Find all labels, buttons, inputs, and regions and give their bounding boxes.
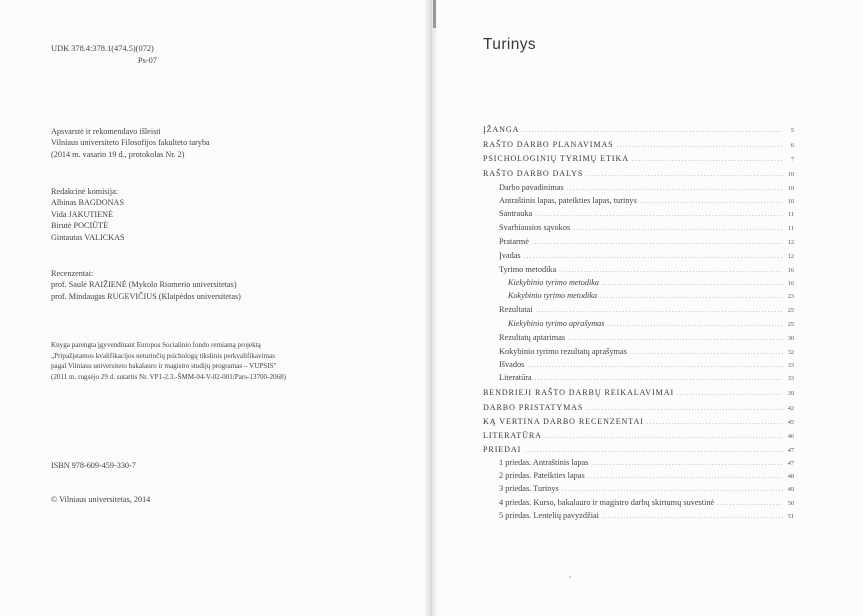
approval-line: (2014 m. vasario 19 d., protokolas Nr. 2)	[51, 149, 185, 159]
toc-dot-leader	[600, 294, 783, 300]
toc-page-number: 49	[787, 486, 794, 493]
toc-entry	[483, 209, 794, 221]
toc-entry-label: 2 priedas. Pateikties lapas	[499, 471, 585, 480]
toc-page-number: 5	[790, 127, 794, 134]
toc-dot-leader	[562, 487, 783, 493]
copyright: © Vilniaus universitetas, 2014	[51, 495, 151, 504]
project-line: „Pripažįstamos kvalifikacijos neturinčių psichologų tikslinis perkvalifikavimas	[51, 351, 276, 360]
toc-page-number: 7	[790, 156, 794, 163]
toc-entry	[483, 291, 794, 303]
toc-dot-leader	[630, 350, 783, 356]
book-gutter	[425, 0, 437, 616]
toc-entry-label: PSICHOLOGINIŲ TYRIMŲ ETIKA	[483, 154, 629, 163]
toc-page-number: 32	[787, 349, 794, 356]
paper-speck	[569, 576, 571, 578]
toc-page-number: 33	[787, 362, 794, 369]
approval-note	[51, 126, 210, 160]
reviewers	[51, 268, 241, 302]
toc-dot-leader	[607, 322, 783, 328]
toc-page-number: 51	[787, 513, 794, 520]
toc-dot-leader	[602, 281, 783, 287]
toc-page-number: 50	[787, 500, 794, 507]
toc-dot-leader	[602, 514, 783, 520]
committee-member: Birutė POCIŪTĖ	[51, 221, 109, 231]
toc-page-number: 39	[787, 390, 794, 397]
toc-page-number: 10	[787, 198, 794, 205]
toc-page-number: 11	[787, 225, 794, 232]
toc-entry	[483, 431, 794, 443]
toc-page-number: 10	[787, 185, 794, 192]
toc-dot-leader	[536, 308, 783, 314]
toc-entry	[483, 251, 794, 263]
toc-entry-label: Rezultatų aptarimas	[499, 333, 566, 342]
toc-page-number: 6	[790, 142, 794, 149]
toc-entry-label: 4 priedas. Kurso, bakalauro ir magistro darbų skirtumų suvestinė	[499, 498, 715, 507]
toc-entry-label: Įvadas	[499, 251, 521, 260]
toc-entry	[483, 511, 794, 523]
udk-line-1: UDK 378.4:378.1(474.5)(072)	[51, 44, 154, 53]
editorial-committee	[51, 186, 125, 243]
toc-dot-leader	[586, 172, 783, 178]
toc-dot-leader	[559, 268, 783, 274]
toc-entry-label: Kokybinio tyrimo rezultatų aprašymas	[499, 347, 627, 356]
toc-entry-label: Literatūra	[499, 373, 532, 382]
toc-entry	[483, 265, 794, 277]
toc-entry-label: Svarbiausios sąvokos	[499, 223, 571, 232]
toc-entry	[483, 319, 794, 331]
toc-page-number: 33	[787, 375, 794, 382]
toc-page-number: 45	[787, 419, 794, 426]
toc-page-number: 16	[787, 267, 794, 274]
toc-entry	[483, 183, 794, 195]
toc-entry-label: Kokybinio tyrimo metodika	[508, 291, 598, 300]
committee-heading: Redakcinė komisija:	[51, 187, 119, 196]
toc-dot-leader	[567, 186, 783, 192]
toc-entry-label: DARBO PRISTATYMAS	[483, 403, 584, 412]
toc-page-number: 47	[787, 447, 794, 454]
toc-entry-label: PRIEDAI	[483, 445, 522, 454]
toc-dot-leader	[588, 474, 783, 480]
toc-page-number: 30	[787, 335, 794, 342]
toc-entry	[483, 169, 794, 181]
toc-entry-label: Rezultatai	[499, 305, 533, 314]
toc-entry-label: Išvados	[499, 360, 525, 369]
toc-dot-leader	[586, 406, 783, 412]
toc-entry-label: Darbo pavadinimas	[499, 183, 564, 192]
toc-dot-leader	[647, 420, 783, 426]
project-line: pagal Vilniaus universiteto bakalauro ir magistro studijų programas – VUPSIS"	[51, 362, 277, 371]
toc-entry-label: ĮŽANGA	[483, 125, 520, 134]
toc-dot-leader	[535, 376, 783, 382]
toc-page-number: 10	[787, 171, 794, 178]
left-page	[0, 0, 430, 616]
toc-dot-leader	[617, 143, 783, 149]
project-line: Knyga parengta įgyvendinant Europos Socialinio fondo remiamą projektą	[51, 341, 261, 349]
toc-page-number: 12	[787, 239, 794, 246]
toc-dot-leader	[545, 434, 783, 440]
toc-entry-label: Tyrimo metodika	[499, 265, 557, 274]
toc-page-number: 23	[787, 293, 794, 300]
toc-entry-label: LITERATŪRA	[483, 431, 542, 440]
toc-page-number: 25	[787, 321, 794, 328]
approval-line: Vilniaus universiteto Filosofijos fakulteto taryba	[51, 138, 210, 148]
toc-entry-label: BENDRIEJI RAŠTO DARBŲ REIKALAVIMAI	[483, 388, 675, 397]
toc-dot-leader	[524, 254, 783, 260]
project-line: (2011 m. rugsėjo 29 d. sutartis Nr. VP1-2.3.-ŠMM-04-V-02-001/Pars-13700-2068)	[51, 373, 287, 382]
toc-entry	[483, 458, 794, 470]
toc-dot-leader	[522, 128, 783, 134]
toc-dot-leader	[532, 240, 783, 246]
toc-dot-leader	[632, 157, 783, 163]
toc-entry	[483, 403, 794, 415]
toc-entry	[483, 471, 794, 483]
toc-entry	[483, 333, 794, 345]
committee-member: Albinas BAGDONAS	[51, 198, 125, 208]
reviewer: prof. Saulė RAIŽIENĖ (Mykolo Riomerio universitetas)	[51, 280, 237, 290]
page-marker	[433, 0, 436, 28]
toc-entry-label: 3 priedas. Turinys	[499, 484, 559, 493]
isbn: ISBN 978-609-459-330-7	[51, 461, 136, 470]
toc-dot-leader	[527, 363, 783, 369]
reviewer: prof. Mindaugas RUGEVIČIUS (Klaipėdos universitetas)	[51, 291, 241, 301]
toc-entry	[483, 347, 794, 359]
toc-entry	[483, 196, 794, 208]
udk-code	[51, 43, 157, 66]
reviewers-heading: Recenzentai:	[51, 269, 94, 278]
toc-entry-label: Kiekybinio tyrimo metodika	[508, 278, 599, 287]
toc-entry	[483, 498, 794, 510]
toc-entry-label: KĄ VERTINA DARBO RECENZENTAI	[483, 417, 644, 426]
toc-entry	[483, 417, 794, 429]
toc-entry	[483, 140, 794, 152]
toc-title: Turinys	[483, 36, 537, 53]
toc-page-number: 46	[787, 433, 794, 440]
toc-page-number: 25	[787, 307, 794, 314]
toc-entry-label: Kiekybinio tyrimo aprašymas	[508, 319, 605, 328]
toc-entry	[483, 125, 794, 137]
toc-page-number: 47	[787, 460, 794, 467]
toc-entry	[483, 484, 794, 496]
approval-line: Apsvarstė ir rekomendavo išleisti	[51, 127, 161, 136]
toc-dot-leader	[524, 448, 783, 454]
toc-entry-label: RAŠTO DARBO DALYS	[483, 169, 584, 178]
project-note	[51, 340, 286, 383]
committee-member: Vida JAKUTIENĖ	[51, 209, 114, 219]
committee-member: Gintautas VALICKAS	[51, 232, 125, 242]
toc-entry	[483, 223, 794, 235]
toc-entry	[483, 237, 794, 249]
toc-dot-leader	[640, 199, 783, 205]
toc-page-number: 48	[787, 473, 794, 480]
toc-dot-leader	[535, 212, 783, 218]
toc-entry-label: RAŠTO DARBO PLANAVIMAS	[483, 140, 614, 149]
toc-entry	[483, 278, 794, 290]
toc-entry	[483, 360, 794, 372]
toc-dot-leader	[677, 391, 783, 397]
toc-page-number: 16	[787, 280, 794, 287]
toc-dot-leader	[591, 461, 783, 467]
toc-entry	[483, 388, 794, 400]
toc-entry	[483, 154, 794, 166]
toc-entry	[483, 305, 794, 317]
toc-entry-label: 1 priedas. Antraštinis lapas	[499, 458, 589, 467]
toc-entry-label: Santrauka	[499, 209, 533, 218]
toc-entry-label: 5 priedas. Lentelių pavyzdžiai	[499, 511, 599, 520]
toc-dot-leader	[568, 336, 783, 342]
toc-entry	[483, 445, 794, 457]
udk-line-2: Ps-07	[137, 55, 157, 65]
toc-entry-label: Pratarmė	[499, 237, 529, 246]
toc-dot-leader	[717, 501, 783, 507]
toc-entry	[483, 373, 794, 385]
toc-page-number: 12	[787, 253, 794, 260]
toc-page-number: 11	[787, 211, 794, 218]
toc-dot-leader	[573, 226, 783, 232]
toc-page-number: 42	[787, 405, 794, 412]
toc-entry-label: Antraštinis lapas, pateikties lapas, turinys	[499, 196, 637, 205]
